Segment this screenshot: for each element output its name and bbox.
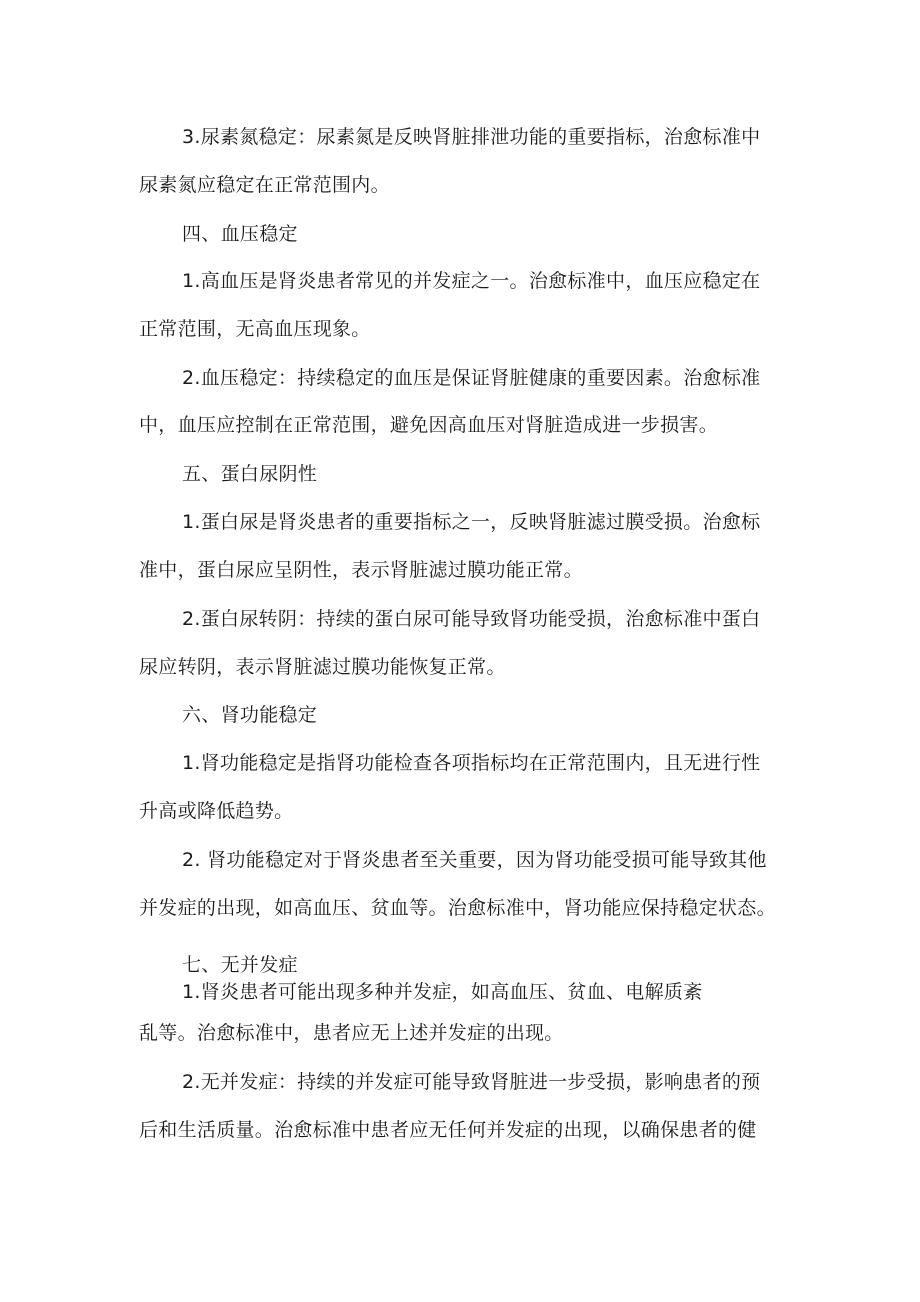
complication-p2-line-1: 2.无并发症：持续的并发症可能导致肾脏进一步受损，影响患者的预	[182, 1071, 761, 1093]
complication-heading: 七、无并发症	[182, 954, 298, 976]
renal-p1-line-2: 升高或降低趋势。	[139, 800, 294, 822]
bp-p1-line-1: 1.高血压是肾炎患者常见的并发症之一。治愈标准中，血压应稳定在	[182, 270, 761, 292]
renal-p2-line-2: 并发症的出现，如高血压、贫血等。治愈标准中，肾功能应保持稳定状态。	[139, 897, 776, 919]
bp-p2-line-2: 中，血压应控制在正常范围，避免因高血压对肾脏造成进一步损害。	[139, 414, 719, 436]
complication-p1-line-1: 1.肾炎患者可能出现多种并发症，如高血压、贫血、电解质紊	[182, 981, 703, 1003]
renal-heading: 六、肾功能稳定	[182, 704, 318, 726]
bp-p2-line-1: 2.血压稳定：持续稳定的血压是保证肾脏健康的重要因素。治愈标准	[182, 367, 761, 389]
protein-p1-line-1: 1.蛋白尿是肾炎患者的重要指标之一，反映肾脏滤过膜受损。治愈标	[182, 511, 761, 533]
renal-p2-line-1: 2. 肾功能稳定对于肾炎患者至关重要，因为肾功能受损可能导致其他	[182, 849, 767, 871]
urea-line-2: 尿素氮应稳定在正常范围内。	[139, 174, 390, 196]
renal-p1-line-1: 1.肾功能稳定是指肾功能检查各项指标均在正常范围内，且无进行性	[182, 752, 761, 774]
urea-line-1: 3.尿素氮稳定：尿素氮是反映肾脏排泄功能的重要指标，治愈标准中	[182, 126, 761, 148]
protein-heading: 五、蛋白尿阴性	[182, 463, 318, 485]
complication-p1-line-2: 乱等。治愈标准中，患者应无上述并发症的出现。	[139, 1022, 564, 1044]
protein-p1-line-2: 准中，蛋白尿应呈阴性，表示肾脏滤过膜功能正常。	[139, 559, 583, 581]
complication-p2-line-2: 后和生活质量。治愈标准中患者应无任何并发症的出现，以确保患者的健	[139, 1119, 757, 1141]
bp-p1-line-2: 正常范围，无高血压现象。	[139, 318, 371, 340]
bp-heading: 四、血压稳定	[182, 223, 298, 245]
protein-p2-line-2: 尿应转阴，表示肾脏滤过膜功能恢复正常。	[139, 656, 506, 678]
protein-p2-line-1: 2.蛋白尿转阴：持续的蛋白尿可能导致肾功能受损，治愈标准中蛋白	[182, 608, 761, 630]
